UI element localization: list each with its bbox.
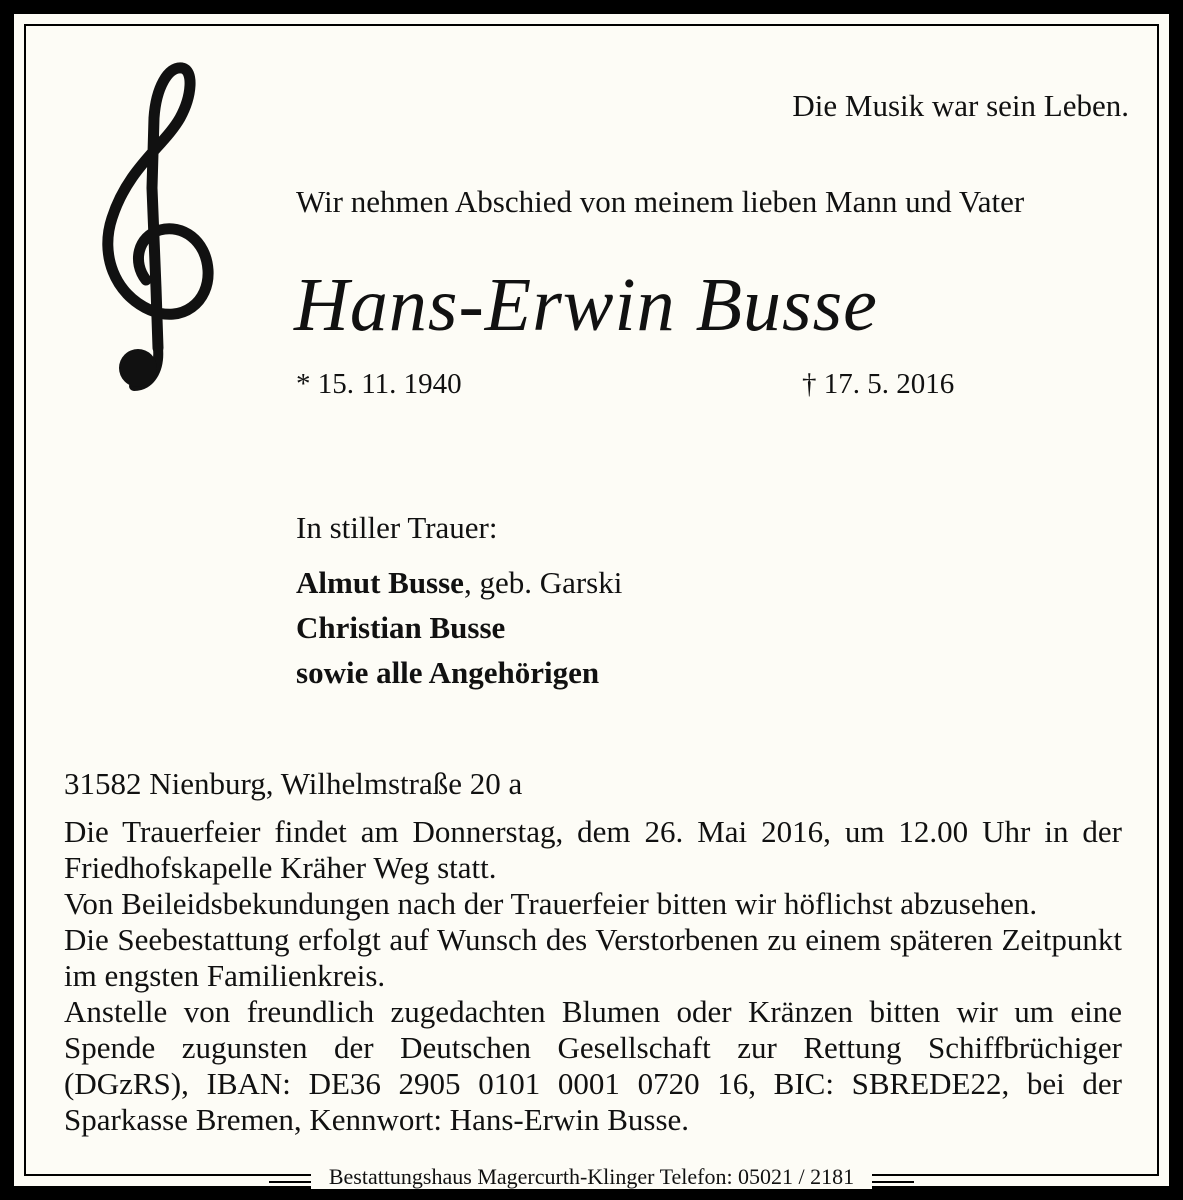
paragraph-condolences: Von Beileidsbekundungen nach der Trauerfeier bitten wir höflichst abzusehen. — [64, 886, 1038, 921]
motto: Die Musik war sein Leben. — [792, 88, 1129, 123]
intro-line: Wir nehmen Abschied von meinem lieben Mann und Vater — [296, 184, 1025, 219]
footer — [14, 1164, 1169, 1190]
mourner-wife-name: Almut Busse — [296, 565, 464, 600]
mourner-wife-maiden: , geb. Garski — [463, 565, 623, 600]
mourner-wife — [296, 560, 622, 605]
obituary-notice — [14, 14, 1169, 1189]
paragraph-donation: Anstelle von freundlich zugedachten Blumen oder Kränzen bitten wir um eine Spende zugunsten der Deutschen Gesellschaft zur Rettung Schiffbrüchiger (DGzRS), IBAN: DE36 2905 0101 0001 0720 16, BIC: SBREDE22, bei der Sparkasse Bremen, Kennwort: Hans-Erwin Busse. — [64, 994, 1122, 1137]
funeral-home-info: Bestattungshaus Magercurth-Klinger Telefon: 05021 / 2181 — [311, 1164, 872, 1189]
treble-clef-icon — [92, 48, 222, 408]
funeral-details — [64, 814, 1122, 1138]
death-date: † 17. 5. 2016 — [802, 368, 955, 400]
birth-date: * 15. 11. 1940 — [296, 368, 462, 400]
deceased-name: Hans-Erwin Busse — [294, 263, 878, 347]
paragraph-sea-burial: Die Seebestattung erfolgt auf Wunsch des Verstorbenen zu einem späteren Zeitpunkt im engsten Familienkreis. — [64, 922, 1122, 993]
mourner-son: Christian Busse — [296, 610, 506, 645]
mourners-list — [296, 560, 622, 695]
family-address: 31582 Nienburg, Wilhelmstraße 20 a — [64, 766, 523, 801]
mourning-heading: In stiller Trauer: — [296, 510, 498, 545]
mourner-others: sowie alle Angehörigen — [296, 655, 600, 690]
paragraph-ceremony: Die Trauerfeier findet am Donnerstag, dem 26. Mai 2016, um 12.00 Uhr in der Friedhofskapelle Kräher Weg statt. — [64, 814, 1122, 885]
